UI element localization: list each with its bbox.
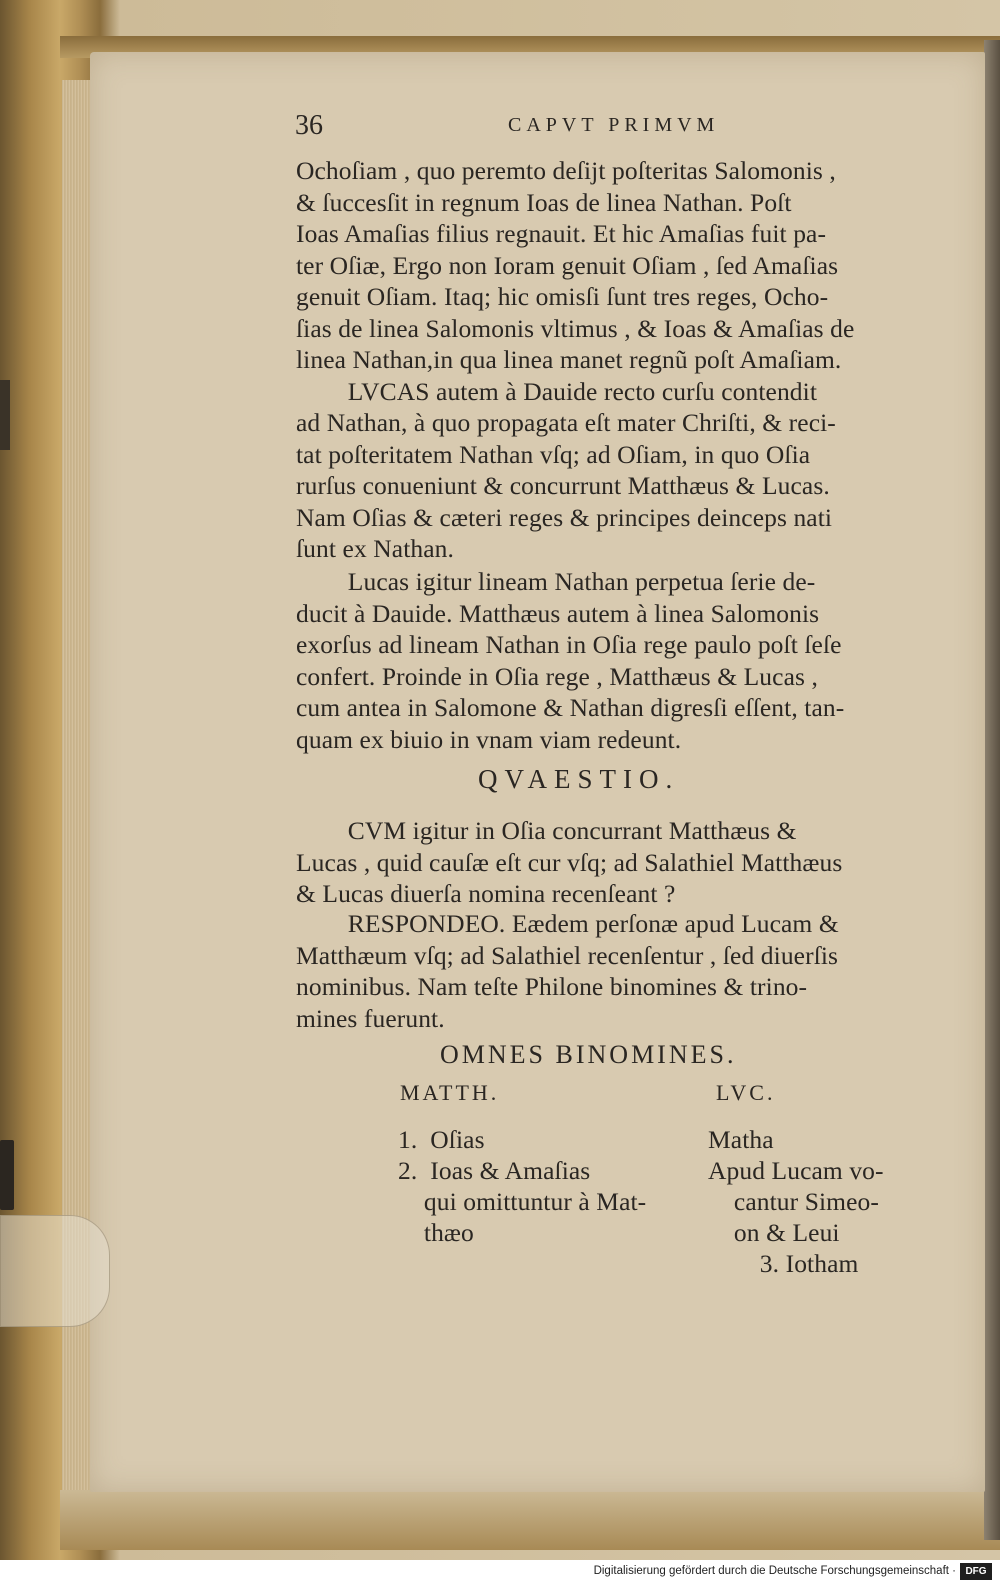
column-heading-matth: MATTH.: [400, 1080, 500, 1105]
column-list-matth: 1. Oſias 2. Ioas & Amaſias qui omittuntur à Mat- thæo: [398, 1125, 647, 1247]
question-paragraph: CVM igitur in Oſia concurrant Matthæus & Lucas , quid cauſæ eſt cur vſq; ad Salathiel Matthæus & Lucas diuerſa nomina recenſeant ?: [296, 816, 843, 908]
footer-credit: Digitalisierung gefördert durch die Deutsche Forschungsgemeinschaft ·: [593, 1565, 956, 1577]
dfg-logo-icon: DFG: [960, 1563, 992, 1580]
quaestio-heading: QVAESTIO.: [478, 764, 680, 794]
column-heading-luc: LVC.: [716, 1080, 776, 1105]
table-heading: OMNES BINOMINES.: [440, 1040, 737, 1069]
page-right-edge: [984, 40, 1000, 1540]
page-number: 36: [295, 110, 323, 141]
paragraph-1: Ochoſiam , quo peremto deſijt poſteritas Salomonis , & ſuccesſit in regnum Ioas de linea Nathan. Poſt Ioas Amaſias filius regnauit. Et hic Amaſias fuit pa- ter Oſiæ, Ergo non Ioram genuit Oſiam , ſed Amaſias genuit Oſiam. Itaq; hic omisſi ſunt tres reges, Ocho- ſias de linea Salomonis vltimus , & Ioas & Amaſias de linea Nathan,in qua linea manet regnũ poſt Amaſiam. LVCAS autem à Dauide recto curſu contendit ad Nathan, à quo propagata eſt mater Chriſti, & reci- tat poſteritatem Nathan vſq; ad Oſiam, in quo Oſia rurſus conueniunt & concurrunt Matthæus & Lucas. Nam Oſias & cæteri reges & principes deinceps nati ſunt ex Nathan.: [296, 156, 855, 563]
binding-clasp: [0, 1140, 14, 1210]
running-head: CAPVT PRIMVM: [508, 114, 720, 136]
column-list-luc: Matha Apud Lucam vo- cantur Simeo- on & Leui 3. Iotham: [708, 1125, 884, 1278]
paragraph-2: Lucas igitur lineam Nathan perpetua ſerie de- ducit à Dauide. Matthæus autem à linea Salomonis exorſus ad lineam Nathan in Oſia rege paulo poſt ſeſe confert. Proinde in Oſia rege , Matthæus & Lucas , cum antea in Salomone & Nathan digresſi eſſent, tan- quam ex biuio in vnam viam redeunt.: [296, 567, 845, 754]
scan-holder-tab: [0, 1215, 110, 1327]
page-bottom-edge: [60, 1490, 1000, 1550]
binding-clasp-top: [0, 380, 10, 450]
answer-paragraph: RESPONDEO. Eædem perſonæ apud Lucam & Matthæum vſq; ad Salathiel recenſentur , ſed diuerſis nominibus. Nam teſte Philone binomines & trino- mines fuerunt.: [296, 909, 839, 1033]
